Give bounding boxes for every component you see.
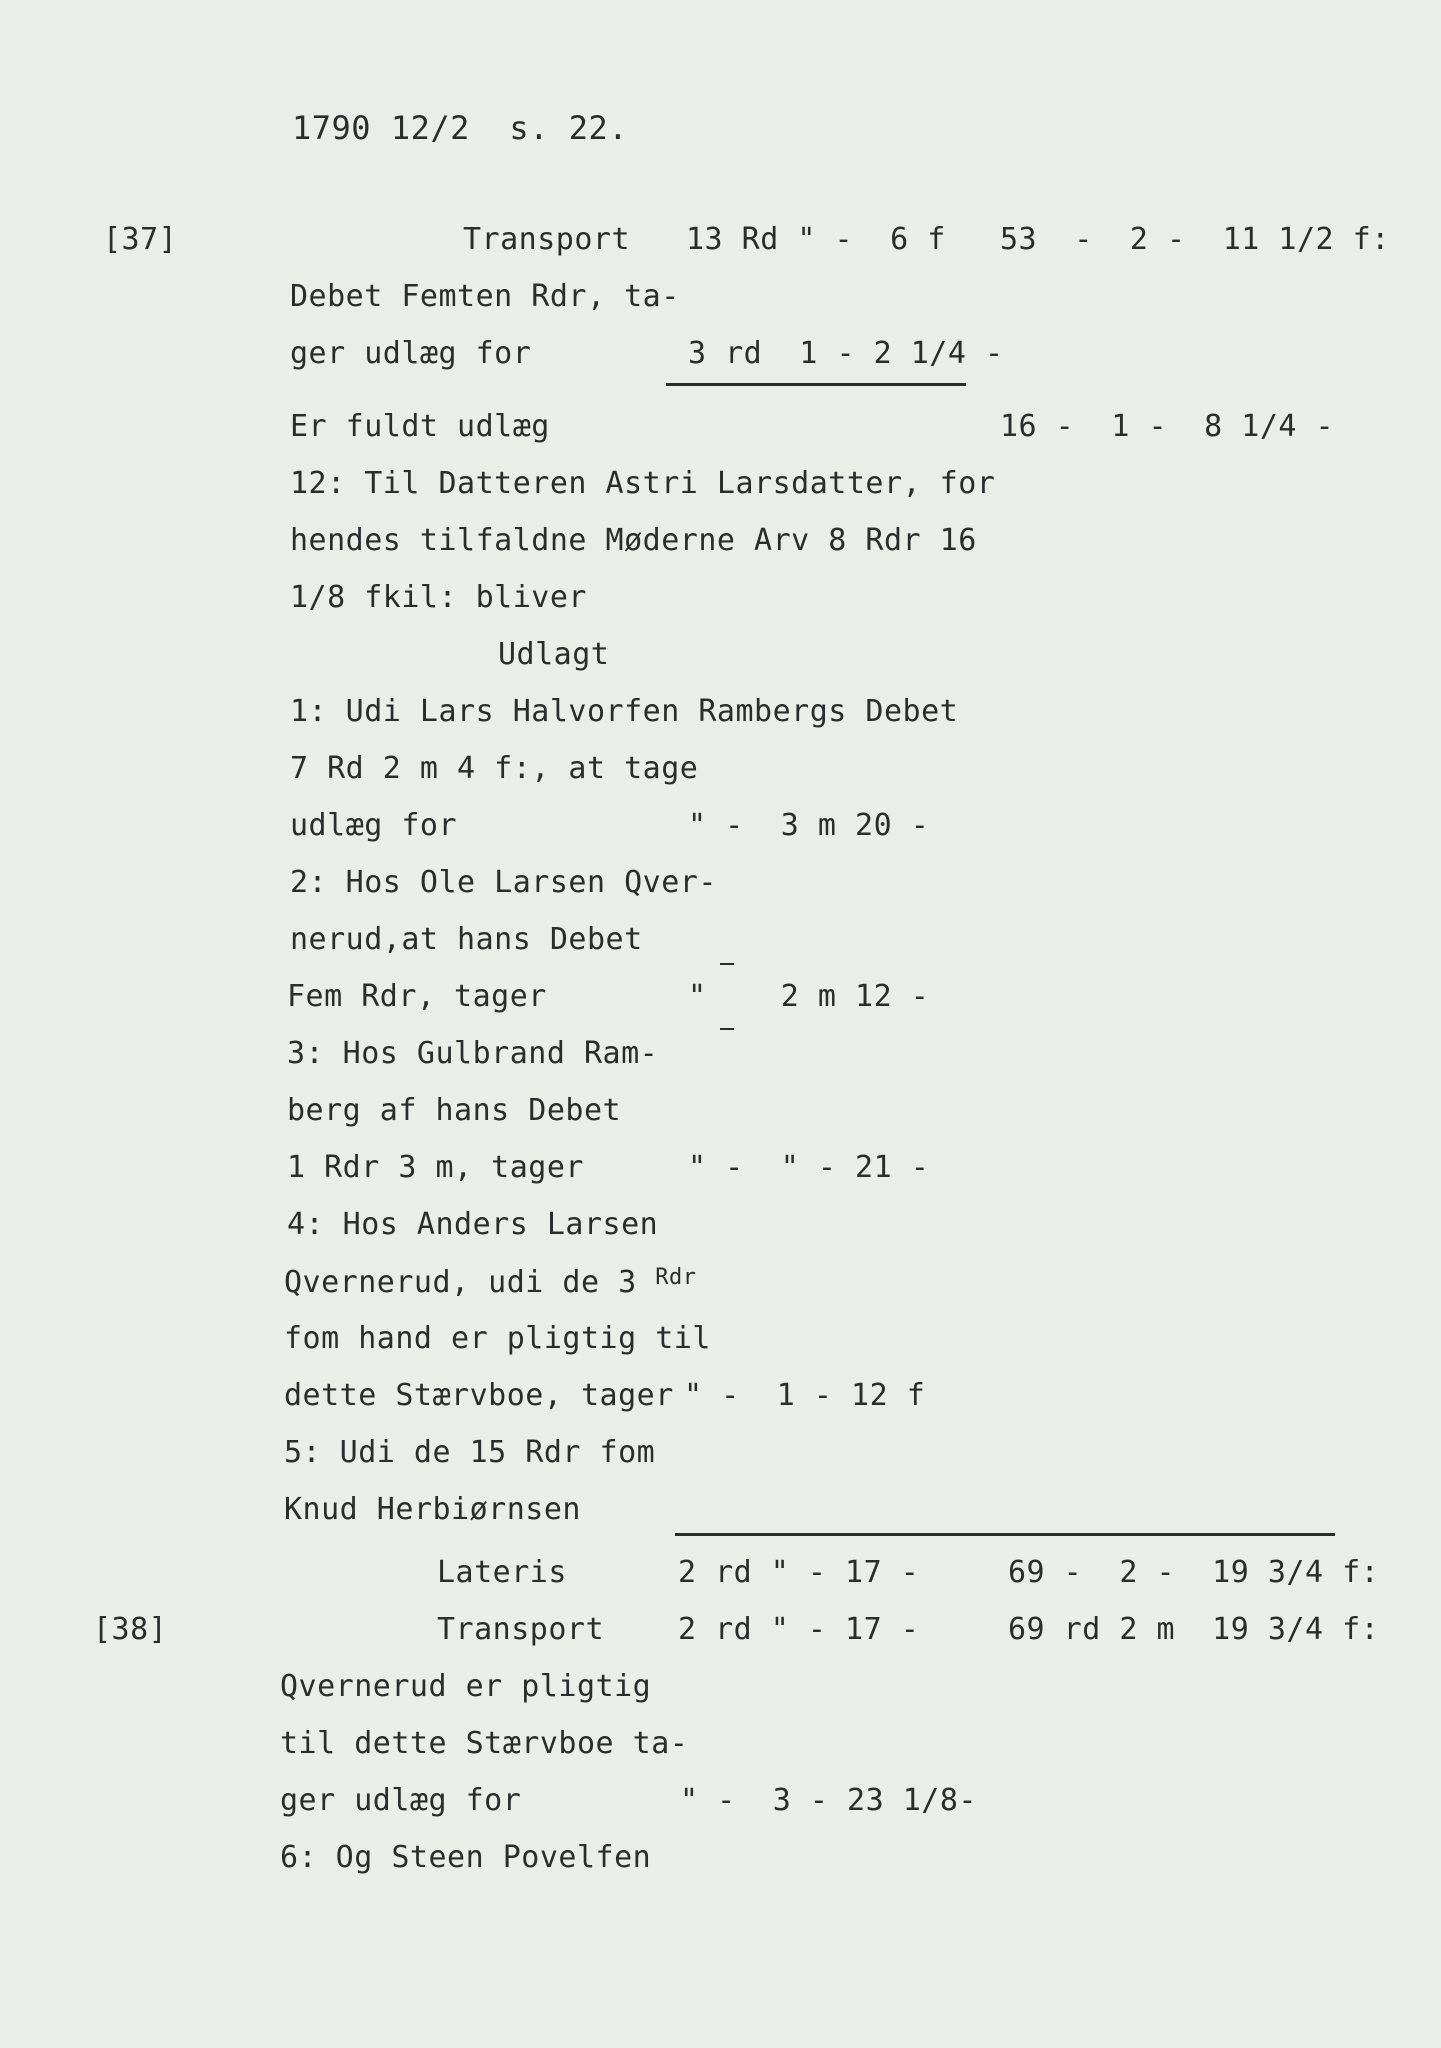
transport-label: Transport: [437, 1612, 605, 1647]
text-line: Debet Femten Rdr, ta-: [290, 279, 680, 314]
page-mark-37: [37]: [103, 222, 178, 257]
text-line: 7 Rd 2 m 4 f:, at tage: [290, 751, 699, 786]
text-line: fom hand er pligtig til: [284, 1321, 711, 1356]
text-line: Fem Rdr, tager: [287, 979, 547, 1014]
text-line: ger udlæg for: [280, 1783, 522, 1818]
transport-label: Transport: [463, 222, 631, 257]
text-line: 1/8 fkil: bliver: [290, 580, 587, 615]
text-line: Qvernerud er pligtig: [280, 1669, 652, 1704]
lateris-label: Lateris: [437, 1555, 567, 1590]
amount: " - 3 m 20 -: [688, 808, 930, 843]
text-main: Qvernerud, udi de 3: [284, 1265, 656, 1300]
amount: " - 1 - 12 f: [684, 1378, 926, 1413]
lateris-total: 69 - 2 - 19 3/4 f:: [1008, 1555, 1380, 1590]
amount: " 2 m 12 -: [688, 979, 930, 1014]
amount: 3 rd 1 - 2 1/4 -: [688, 336, 1004, 371]
document-header: 1790 12/2 s. 22.: [292, 109, 629, 147]
lateris-amount: 2 rd " - 17 -: [678, 1555, 920, 1590]
dash-mark: [720, 963, 734, 965]
dash-mark: [720, 1028, 734, 1030]
text-superscript: Rdr: [655, 1265, 697, 1290]
amount: " - 3 - 23 1/8-: [680, 1783, 977, 1818]
transport-total: 69 rd 2 m 19 3/4 f:: [1008, 1612, 1380, 1647]
text-line: hendes tilfaldne Møderne Arv 8 Rdr 16: [290, 523, 977, 558]
section-heading: Udlagt: [498, 637, 610, 672]
text-line: ger udlæg for: [290, 336, 532, 371]
text-line: udlæg for: [290, 808, 458, 843]
sum-rule: [666, 383, 966, 386]
text-line: 2: Hos Ole Larsen Qver-: [290, 865, 717, 900]
page-mark-38: [38]: [93, 1612, 168, 1647]
text-line: Knud Herbiørnsen: [284, 1492, 581, 1527]
text-line: 3: Hos Gulbrand Ram-: [287, 1036, 659, 1071]
text-line: til dette Stærvboe ta-: [280, 1726, 689, 1761]
text-line: 6: Og Steen Povelfen: [280, 1840, 652, 1875]
transport-amount: 13 Rd " - 6 f: [686, 222, 946, 257]
text-line: 1: Udi Lars Halvorfen Rambergs Debet: [290, 694, 959, 729]
transport-total: 53 - 2 - 11 1/2 f:: [1000, 222, 1390, 257]
text-line: 1 Rdr 3 m, tager: [287, 1150, 584, 1185]
text-line: 12: Til Datteren Astri Larsdatter, for: [290, 466, 996, 501]
text-line: 5: Udi de 15 Rdr fom: [284, 1435, 656, 1470]
text-line: [284, 1267, 696, 1298]
text-line: Er fuldt udlæg: [290, 409, 550, 444]
text-line: nerud,at hans Debet: [290, 922, 643, 957]
total: 16 - 1 - 8 1/4 -: [1000, 409, 1335, 444]
text-line: berg af hans Debet: [287, 1093, 622, 1128]
sum-rule: [675, 1533, 1335, 1536]
transport-amount: 2 rd " - 17 -: [678, 1612, 920, 1647]
amount: " - " - 21 -: [688, 1150, 930, 1185]
text-line: 4: Hos Anders Larsen: [287, 1207, 659, 1242]
text-line: dette Stærvboe, tager: [284, 1378, 674, 1413]
